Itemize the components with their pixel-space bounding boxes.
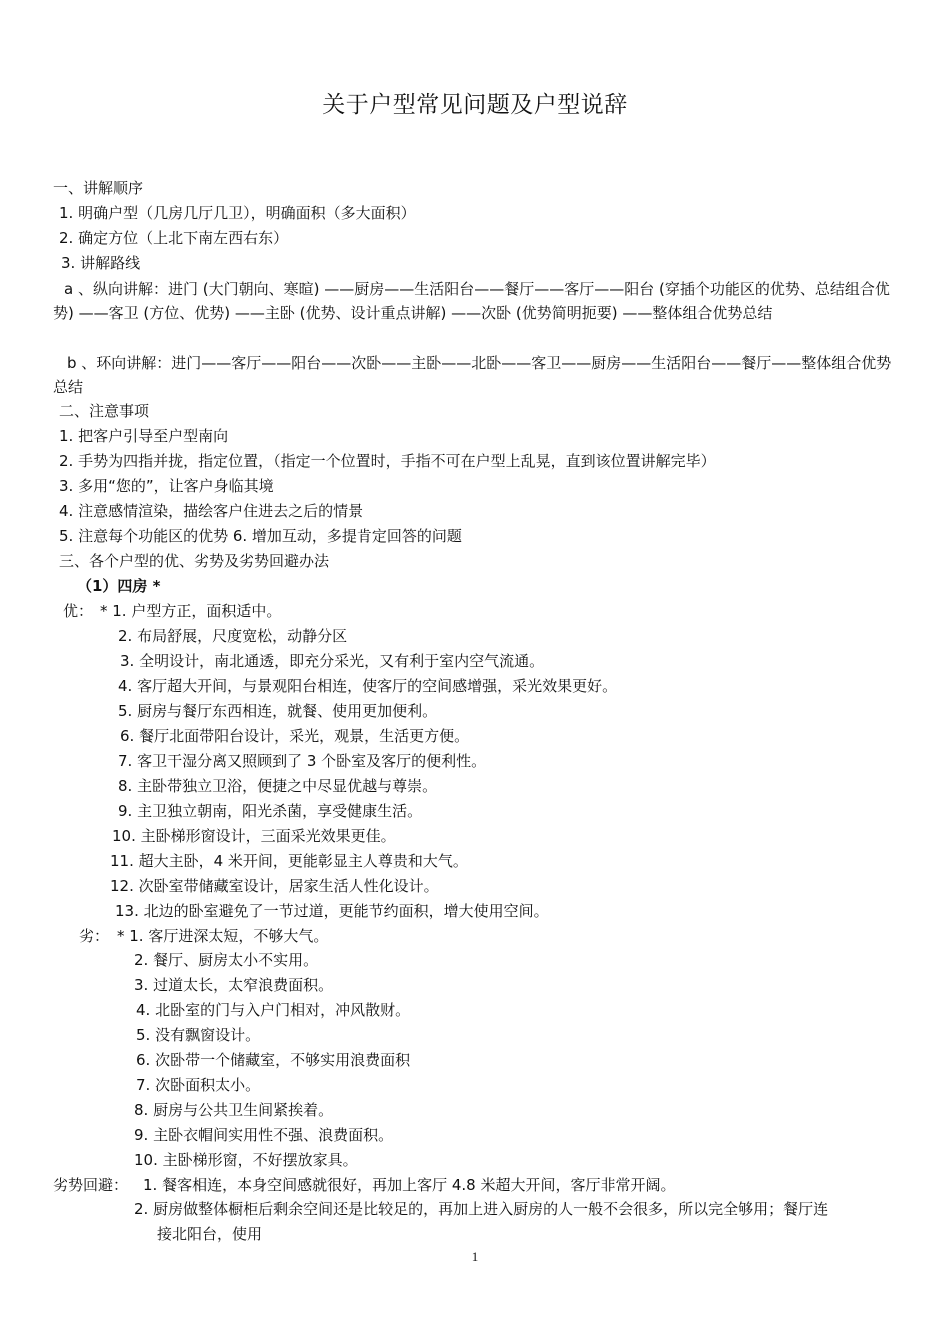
- paragraph-ring-route: b 、环向讲解：进门——客厅——阳台——次卧——主卧——北卧——客卫——厨房——生活阳台——餐厅——整体组合优势总结: [53, 354, 892, 396]
- advantage-item: 6. 餐厅北面带阳台设计，采光，观景，生活更方便。: [120, 727, 470, 745]
- advantage-item: 9. 主卫独立朝南，阳光杀菌，享受健康生活。: [118, 802, 423, 820]
- advantage-item: 7. 客卫干湿分离又照顾到了 3 个卧室及客厅的便利性。: [118, 752, 487, 770]
- disadvantage-item: 3. 过道太长，太窄浪费面积。: [134, 976, 334, 994]
- list-item: 1. 明确户型（几房几厅几卫），明确面积（多大面积）: [59, 204, 416, 222]
- advantage-item: * 1. 户型方正，面积适中。: [100, 602, 282, 620]
- paragraph-vertical-route: a 、纵向讲解：进门 (大门朝向、寒暄) ——厨房——生活阳台——餐厅——客厅——阳台 (穿插个功能区的优势、总结组合优势) ——客卫 (方位、优势) ——主卧 (优势、设计重点讲解) ——次卧 (优势简明扼要) ——整体组合优势总结: [53, 280, 890, 322]
- avoidance-item-continuation: 接北阳台，使用: [157, 1225, 263, 1243]
- advantage-item: 8. 主卧带独立卫浴，便捷之中尽显优越与尊崇。: [118, 777, 438, 795]
- list-item: 2. 手势为四指并拢，指定位置，（指定一个位置时，手指不可在户型上乱晃，直到该位置讲解完毕）: [59, 452, 716, 470]
- disadvantages-label: 劣：: [79, 927, 110, 945]
- advantage-item: 13. 北边的卧室避免了一节过道，更能节约面积，增大使用空间。: [115, 902, 549, 920]
- advantage-item: 12. 次卧室带储藏室设计，居家生活人性化设计。: [110, 877, 439, 895]
- advantages-label: 优：: [63, 602, 94, 620]
- avoidance-item: 1. 餐客相连，本身空间感就很好，再加上客厅 4.8 米超大开间，客厅非常开阔。: [143, 1176, 676, 1194]
- disadvantage-item: 6. 次卧带一个储藏室，不够实用浪费面积: [136, 1051, 411, 1069]
- section-heading-1: 一、讲解顺序: [53, 179, 144, 197]
- list-item: 5. 注意每个功能区的优势 6. 增加互动，多提肯定回答的问题: [59, 527, 462, 545]
- disadvantage-item: 8. 厨房与公共卫生间紧挨着。: [134, 1101, 334, 1119]
- advantage-item: 5. 厨房与餐厅东西相连，就餐、使用更加便利。: [118, 702, 438, 720]
- section-heading-3: 三、各个户型的优、劣势及劣势回避办法: [59, 552, 330, 570]
- list-item: 3. 多用“您的”，让客户身临其境: [59, 477, 274, 495]
- section-heading-2: 二、注意事项: [59, 402, 150, 420]
- disadvantage-item: 5. 没有飘窗设计。: [136, 1026, 261, 1044]
- advantage-item: 4. 客厅超大开间，与景观阳台相连，使客厅的空间感增强，采光效果更好。: [118, 677, 618, 695]
- avoidance-item: 2. 厨房做整体橱柜后剩余空间还是比较足的，再加上进入厨房的人一般不会很多，所以完全够用；餐厅连: [134, 1200, 829, 1218]
- advantage-item: 11. 超大主卧，4 米开间，更能彰显主人尊贵和大气。: [110, 852, 468, 870]
- list-item: 3. 讲解路线: [61, 254, 141, 272]
- disadvantage-item: 4. 北卧室的门与入户门相对，冲风散财。: [136, 1001, 411, 1019]
- list-item: 2. 确定方位（上北下南左西右东）: [59, 229, 289, 247]
- list-item: 1. 把客户引导至户型南向: [59, 427, 229, 445]
- subheading-four-room: （1）四房 *: [77, 577, 161, 595]
- advantage-item: 2. 布局舒展，尺度宽松，动静分区: [118, 627, 348, 645]
- page-number: 1: [471, 1249, 479, 1264]
- disadvantage-item: 10. 主卧梯形窗，不好摆放家具。: [134, 1151, 358, 1169]
- advantage-item: 3. 全明设计，南北通透，即充分采光，又有利于室内空气流通。: [120, 652, 545, 670]
- disadvantage-item: * 1. 客厅进深太短，不够大气。: [117, 927, 329, 945]
- disadvantage-item: 9. 主卧衣帽间实用性不强、浪费面积。: [134, 1126, 394, 1144]
- advantage-item: 10. 主卧梯形窗设计，三面采光效果更佳。: [112, 827, 396, 845]
- disadvantage-item: 7. 次卧面积太小。: [136, 1076, 261, 1094]
- disadvantage-item: 2. 餐厅、厨房太小不实用。: [134, 951, 319, 969]
- list-item: 4. 注意感情渲染，描绘客户住进去之后的情景: [59, 502, 364, 520]
- avoidance-label: 劣势回避：: [53, 1176, 129, 1194]
- document-title: 关于户型常见问题及户型说辞: [322, 92, 628, 118]
